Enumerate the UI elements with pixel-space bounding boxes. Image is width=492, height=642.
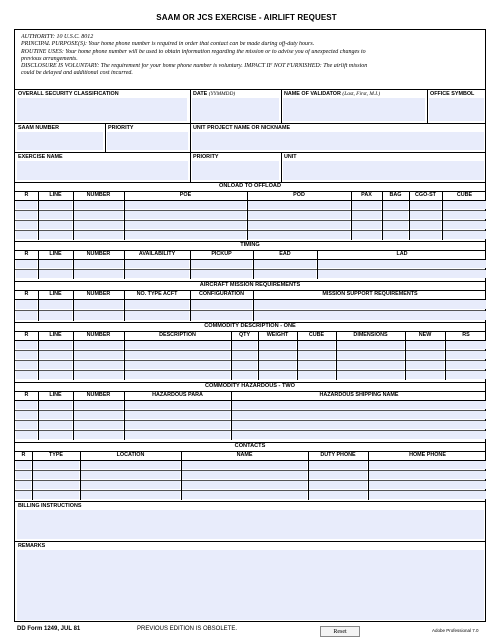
column-divider: [351, 191, 352, 240]
aircraft-col-header: NUMBER: [86, 291, 111, 297]
contacts-cell-input[interactable]: [309, 461, 367, 469]
security-classification-field[interactable]: [17, 98, 187, 121]
commodity1-cell-input[interactable]: [125, 341, 230, 349]
contacts-col-header: HOME PHONE: [409, 452, 446, 458]
row-divider: [15, 470, 485, 471]
contacts-cell-input[interactable]: [81, 461, 180, 469]
onload-col-header: BAG: [389, 192, 402, 198]
row-divider: [15, 430, 485, 431]
onload-cell-input[interactable]: [410, 201, 441, 209]
contacts-cell-input[interactable]: [16, 461, 31, 469]
commodity2-cell-input[interactable]: [16, 421, 37, 429]
commodity2-col-header: NUMBER: [86, 392, 111, 398]
row-divider: [15, 350, 485, 351]
onload-cell-input[interactable]: [443, 231, 486, 239]
timing-col-header: NUMBER: [86, 251, 111, 257]
contacts-cell-input[interactable]: [33, 461, 79, 469]
contacts-col-header: LOCATION: [116, 452, 145, 458]
commodity1-cell-input[interactable]: [125, 361, 230, 369]
column-divider: [73, 191, 74, 240]
column-divider: [73, 391, 74, 440]
form-number: DD Form 1249, JUL 81: [17, 626, 81, 632]
timing-section-title: TIMING: [240, 242, 260, 248]
timing-cell-input[interactable]: [16, 260, 37, 268]
commodity1-cell-input[interactable]: [259, 341, 296, 349]
onload-cell-input[interactable]: [383, 211, 408, 219]
commodity1-cell-input[interactable]: [232, 351, 257, 359]
validator-field[interactable]: [283, 98, 425, 121]
timing-cell-input[interactable]: [318, 270, 486, 278]
column-divider: [231, 331, 232, 380]
commodity1-cell-input[interactable]: [446, 361, 486, 369]
column-divider: [38, 250, 39, 279]
column-divider: [253, 250, 254, 279]
onload-cell-input[interactable]: [74, 231, 123, 239]
commodity1-cell-input[interactable]: [406, 341, 444, 349]
divider: [15, 541, 485, 542]
commodity1-cell-input[interactable]: [406, 361, 444, 369]
billing-instructions-field[interactable]: [17, 510, 484, 539]
contacts-cell-input[interactable]: [369, 471, 486, 479]
commodity1-cell-input[interactable]: [337, 371, 404, 379]
airlift-request-form: [14, 29, 486, 622]
divider: [15, 152, 485, 153]
office-symbol-field[interactable]: [429, 98, 484, 121]
remarks-label: REMARKS: [18, 543, 46, 549]
divider: [281, 89, 282, 123]
commodity1-cell-input[interactable]: [446, 371, 486, 379]
onload-cell-input[interactable]: [352, 201, 381, 209]
commodity2-cell-input[interactable]: [16, 431, 37, 439]
contacts-cell-input[interactable]: [33, 491, 79, 499]
commodity2-cell-input[interactable]: [16, 401, 37, 409]
column-divider: [38, 331, 39, 380]
column-divider: [336, 331, 337, 380]
timing-col-header: R: [24, 251, 29, 257]
aircraft-section-title: AIRCRAFT MISSION REQUIREMENTS: [199, 282, 301, 288]
contacts-cell-input[interactable]: [81, 491, 180, 499]
commodity2-cell-input[interactable]: [232, 411, 486, 419]
timing-cell-input[interactable]: [191, 260, 252, 268]
onload-col-header: POE: [179, 192, 192, 198]
column-divider: [38, 290, 39, 321]
divider: [15, 123, 485, 124]
column-divider: [445, 331, 446, 380]
contacts-cell-input[interactable]: [16, 471, 31, 479]
commodity1-cell-input[interactable]: [298, 371, 335, 379]
timing-cell-input[interactable]: [39, 260, 72, 268]
aircraft-col-header: MISSION SUPPORT REQUIREMENTS: [322, 291, 418, 297]
row-divider: [15, 210, 485, 211]
reset-button[interactable]: Reset: [320, 626, 360, 637]
commodity1-cell-input[interactable]: [232, 371, 257, 379]
privacy-line: could be delayed and additional cost incurred.: [21, 70, 133, 77]
commodity1-col-header: LINE: [49, 332, 62, 338]
timing-cell-input[interactable]: [318, 260, 486, 268]
commodity1-cell-input[interactable]: [337, 351, 404, 359]
commodity1-cell-input[interactable]: [337, 361, 404, 369]
aircraft-col-header: R: [24, 291, 29, 297]
timing-cell-input[interactable]: [74, 260, 123, 268]
column-divider: [181, 451, 182, 500]
contacts-col-header: DUTY PHONE: [320, 452, 356, 458]
commodity1-cell-input[interactable]: [259, 361, 296, 369]
commodity1-col-header: DIMENSIONS: [353, 332, 388, 338]
validator-label: [284, 91, 380, 97]
commodity1-cell-input[interactable]: [74, 341, 123, 349]
timing-cell-input[interactable]: [39, 270, 72, 278]
column-divider: [32, 451, 33, 500]
commodity1-cell-input[interactable]: [406, 371, 444, 379]
column-divider: [317, 250, 318, 279]
column-divider: [73, 290, 74, 321]
exercise-name-field[interactable]: [17, 161, 188, 180]
timing-cell-input[interactable]: [16, 270, 37, 278]
aircraft-cell-input[interactable]: [191, 300, 252, 309]
commodity1-cell-input[interactable]: [125, 351, 230, 359]
row-divider: [15, 230, 485, 231]
onload-cell-input[interactable]: [16, 231, 37, 239]
column-divider: [73, 331, 74, 380]
saam-number-field[interactable]: [17, 132, 103, 150]
commodity1-cell-input[interactable]: [232, 341, 257, 349]
commodity2-cell-input[interactable]: [74, 421, 123, 429]
onload-cell-input[interactable]: [410, 231, 441, 239]
divider: [427, 89, 428, 123]
column-divider: [442, 191, 443, 240]
saam-number-label: SAAM NUMBER: [18, 125, 60, 131]
aircraft-cell-input[interactable]: [254, 311, 486, 320]
commodity1-cell-input[interactable]: [39, 341, 72, 349]
column-divider: [124, 391, 125, 440]
contacts-cell-input[interactable]: [182, 461, 307, 469]
column-divider: [38, 191, 39, 240]
commodity1-col-header: CUBE: [308, 332, 325, 338]
onload-cell-input[interactable]: [74, 201, 123, 209]
security-classification-label: OVERALL SECURITY CLASSIFICATION: [18, 91, 119, 97]
column-divider: [297, 331, 298, 380]
commodity2-cell-input[interactable]: [125, 421, 230, 429]
contacts-cell-input[interactable]: [182, 481, 307, 489]
commodity1-cell-input[interactable]: [39, 361, 72, 369]
divider: [105, 123, 106, 152]
row-divider: [15, 269, 485, 270]
commodity2-cell-input[interactable]: [16, 411, 37, 419]
form-title: SAAM OR JCS EXERCISE - AIRLIFT REQUEST: [156, 13, 337, 22]
contacts-cell-input[interactable]: [309, 481, 367, 489]
date-hint: (YYMMDD): [208, 91, 236, 97]
commodity1-cell-input[interactable]: [16, 351, 37, 359]
column-divider: [73, 250, 74, 279]
row-divider: [15, 490, 485, 491]
row-divider: [15, 410, 485, 411]
divider: [15, 501, 485, 502]
column-divider: [190, 250, 191, 279]
commodity2-col-header: HAZARDOUS PARA: [152, 392, 203, 398]
onload-col-header: CGO-ST: [415, 192, 436, 198]
onload-cell-input[interactable]: [248, 201, 350, 209]
commodity1-cell-input[interactable]: [39, 351, 72, 359]
contacts-cell-input[interactable]: [33, 471, 79, 479]
commodity2-cell-input[interactable]: [74, 431, 123, 439]
onload-cell-input[interactable]: [16, 201, 37, 209]
commodity1-col-header: DESCRIPTION: [159, 332, 196, 338]
commodity1-cell-input[interactable]: [337, 341, 404, 349]
onload-cell-input[interactable]: [125, 201, 246, 209]
aircraft-cell-input[interactable]: [74, 300, 123, 309]
onload-col-header: POD: [293, 192, 305, 198]
privacy-line: previous arrangements.: [21, 55, 78, 62]
commodity1-col-header: WEIGHT: [266, 332, 289, 338]
contacts-cell-input[interactable]: [81, 481, 180, 489]
onload-col-header: PAX: [361, 192, 372, 198]
commodity2-cell-input[interactable]: [125, 411, 230, 419]
onload-cell-input[interactable]: [125, 231, 246, 239]
commodity2-cell-input[interactable]: [74, 411, 123, 419]
onload-cell-input[interactable]: [383, 231, 408, 239]
onload-cell-input[interactable]: [410, 211, 441, 219]
commodity1-cell-input[interactable]: [298, 351, 335, 359]
onload-cell-input[interactable]: [383, 201, 408, 209]
onload-cell-input[interactable]: [39, 231, 72, 239]
column-divider: [190, 290, 191, 321]
contacts-cell-input[interactable]: [33, 481, 79, 489]
divider: [190, 89, 191, 123]
onload-cell-input[interactable]: [74, 221, 123, 229]
commodity2-col-header: R: [24, 392, 29, 398]
contacts-cell-input[interactable]: [369, 461, 486, 469]
contacts-col-header: TYPE: [48, 452, 64, 458]
onload-section-title: ONLOAD TO OFFLOAD: [218, 183, 282, 189]
unit-field[interactable]: [283, 161, 484, 180]
date-label: [193, 91, 235, 97]
contacts-col-header: R: [21, 452, 26, 458]
aircraft-cell-input[interactable]: [191, 311, 252, 320]
contacts-cell-input[interactable]: [16, 491, 31, 499]
commodity2-cell-input[interactable]: [39, 411, 72, 419]
onload-cell-input[interactable]: [16, 221, 37, 229]
commodity-one-section-title: COMMODITY DESCRIPTION - ONE: [204, 323, 296, 329]
column-divider: [382, 191, 383, 240]
exercise-name-label: EXERCISE NAME: [18, 154, 63, 160]
contacts-col-header: NAME: [236, 452, 253, 458]
onload-cell-input[interactable]: [39, 221, 72, 229]
project-name-field[interactable]: [192, 132, 484, 150]
timing-cell-input[interactable]: [254, 260, 316, 268]
onload-cell-input[interactable]: [74, 211, 123, 219]
contacts-cell-input[interactable]: [182, 491, 307, 499]
onload-col-header: NUMBER: [86, 192, 111, 198]
commodity1-cell-input[interactable]: [74, 351, 123, 359]
commodity2-cell-input[interactable]: [74, 401, 123, 409]
aircraft-col-header: LINE: [49, 291, 62, 297]
office-symbol-label: OFFICE SYMBOL: [430, 91, 475, 97]
commodity2-cell-input[interactable]: [39, 431, 72, 439]
timing-col-header: AVAILABILITY: [138, 251, 176, 257]
column-divider: [231, 391, 232, 440]
software-version: Adobe Professional 7.0: [432, 628, 479, 633]
onload-cell-input[interactable]: [443, 201, 486, 209]
timing-cell-input[interactable]: [74, 270, 123, 278]
priority-2-label: PRIORITY: [193, 154, 219, 160]
commodity1-cell-input[interactable]: [74, 371, 123, 379]
onload-cell-input[interactable]: [410, 221, 441, 229]
onload-cell-input[interactable]: [352, 211, 381, 219]
row-divider: [15, 480, 485, 481]
contacts-cell-input[interactable]: [16, 481, 31, 489]
onload-cell-input[interactable]: [39, 211, 72, 219]
onload-cell-input[interactable]: [352, 221, 381, 229]
row-divider: [15, 310, 485, 311]
commodity1-cell-input[interactable]: [39, 371, 72, 379]
aircraft-cell-input[interactable]: [16, 311, 37, 320]
priority-2-field[interactable]: [192, 161, 279, 180]
row-divider: [15, 360, 485, 361]
commodity1-cell-input[interactable]: [16, 371, 37, 379]
commodity1-cell-input[interactable]: [406, 351, 444, 359]
project-name-label: UNIT PROJECT NAME OR NICKNAME: [193, 125, 291, 131]
onload-cell-input[interactable]: [443, 211, 486, 219]
commodity1-cell-input[interactable]: [298, 361, 335, 369]
billing-instructions-label: BILLING INSTRUCTIONS: [18, 503, 82, 509]
commodity2-cell-input[interactable]: [232, 401, 486, 409]
onload-col-header: CUBE: [456, 192, 473, 198]
onload-cell-input[interactable]: [443, 221, 486, 229]
column-divider: [124, 290, 125, 321]
contacts-cell-input[interactable]: [309, 471, 367, 479]
timing-col-header: LINE: [49, 251, 62, 257]
privacy-line: AUTHORITY: 10 U.S.C. 8012: [21, 34, 94, 40]
column-divider: [80, 451, 81, 500]
privacy-line: ROUTINE USES: Your home phone number will be used to obtain information regarding the mission or to advise you of unexpected changes to: [21, 48, 366, 55]
commodity1-cell-input[interactable]: [74, 361, 123, 369]
onload-cell-input[interactable]: [125, 221, 246, 229]
onload-cell-input[interactable]: [248, 211, 350, 219]
commodity-two-section-title: COMMODITY HAZARDOUS - TWO: [204, 383, 295, 389]
column-divider: [308, 451, 309, 500]
column-divider: [409, 191, 410, 240]
privacy-line: DISCLOSURE IS VOLUNTARY: The requirement for your home phone number is voluntary. IMPACT IF NOT FURNISHED: The airlift mission: [21, 63, 368, 70]
commodity1-cell-input[interactable]: [298, 341, 335, 349]
timing-cell-input[interactable]: [125, 270, 189, 278]
commodity2-cell-input[interactable]: [232, 421, 486, 429]
row-divider: [15, 220, 485, 221]
column-divider: [247, 191, 248, 240]
timing-cell-input[interactable]: [125, 260, 189, 268]
column-divider: [38, 391, 39, 440]
aircraft-cell-input[interactable]: [39, 300, 72, 309]
column-divider: [405, 331, 406, 380]
contacts-cell-input[interactable]: [309, 491, 367, 499]
onload-cell-input[interactable]: [248, 231, 350, 239]
commodity1-col-header: QTY: [238, 332, 251, 338]
aircraft-cell-input[interactable]: [74, 311, 123, 320]
onload-cell-input[interactable]: [39, 201, 72, 209]
onload-cell-input[interactable]: [125, 211, 246, 219]
onload-cell-input[interactable]: [352, 231, 381, 239]
onload-cell-input[interactable]: [248, 221, 350, 229]
aircraft-col-header: CONFIGURATION: [198, 291, 245, 297]
privacy-line: PRINCIPAL PURPOSE(S): Your home phone number is required in order that contact can be made during off-duty hours.: [21, 41, 315, 48]
priority-field[interactable]: [107, 132, 188, 150]
aircraft-cell-input[interactable]: [16, 300, 37, 309]
column-divider: [124, 191, 125, 240]
aircraft-cell-input[interactable]: [125, 300, 189, 309]
priority-label: PRIORITY: [108, 125, 134, 131]
commodity2-cell-input[interactable]: [39, 401, 72, 409]
contacts-cell-input[interactable]: [182, 471, 307, 479]
aircraft-cell-input[interactable]: [39, 311, 72, 320]
commodity1-cell-input[interactable]: [232, 361, 257, 369]
commodity2-cell-input[interactable]: [39, 421, 72, 429]
contacts-cell-input[interactable]: [81, 471, 180, 479]
validator-hint: (Last, First, M.I.): [342, 91, 381, 97]
row-divider: [15, 420, 485, 421]
commodity2-cell-input[interactable]: [232, 431, 486, 439]
commodity1-col-header: R: [24, 332, 29, 338]
contacts-cell-input[interactable]: [369, 491, 486, 499]
timing-col-header: LAD: [396, 251, 408, 257]
date-label-text: DATE: [193, 91, 208, 97]
remarks-field[interactable]: [17, 550, 484, 620]
timing-cell-input[interactable]: [191, 270, 252, 278]
obsolete-notice: PREVIOUS EDITION IS OBSOLETE.: [137, 626, 238, 632]
commodity2-cell-input[interactable]: [125, 431, 230, 439]
onload-col-header: R: [24, 192, 29, 198]
aircraft-col-header: NO. TYPE ACFT: [136, 291, 178, 297]
validator-label-text: NAME OF VALIDATOR: [284, 91, 341, 97]
commodity1-cell-input[interactable]: [446, 351, 486, 359]
commodity1-col-header: RS: [462, 332, 470, 338]
commodity1-cell-input[interactable]: [259, 351, 296, 359]
contacts-section-title: CONTACTS: [234, 443, 266, 449]
contacts-cell-input[interactable]: [369, 481, 486, 489]
commodity2-cell-input[interactable]: [125, 401, 230, 409]
column-divider: [253, 290, 254, 321]
aircraft-cell-input[interactable]: [125, 311, 189, 320]
column-divider: [368, 451, 369, 500]
commodity1-cell-input[interactable]: [259, 371, 296, 379]
commodity2-col-header: LINE: [49, 392, 62, 398]
commodity1-cell-input[interactable]: [16, 341, 37, 349]
row-divider: [15, 370, 485, 371]
onload-cell-input[interactable]: [16, 211, 37, 219]
column-divider: [124, 331, 125, 380]
date-field[interactable]: [192, 98, 279, 121]
commodity1-col-header: NEW: [418, 332, 432, 338]
divider: [281, 152, 282, 182]
unit-label: UNIT: [284, 154, 297, 160]
column-divider: [258, 331, 259, 380]
timing-cell-input[interactable]: [254, 270, 316, 278]
aircraft-cell-input[interactable]: [254, 300, 486, 309]
commodity1-cell-input[interactable]: [16, 361, 37, 369]
timing-col-header: PICKUP: [211, 251, 232, 257]
divider: [15, 89, 485, 90]
onload-col-header: LINE: [49, 192, 62, 198]
column-divider: [124, 250, 125, 279]
onload-cell-input[interactable]: [383, 221, 408, 229]
commodity1-cell-input[interactable]: [125, 371, 230, 379]
commodity1-col-header: NUMBER: [86, 332, 111, 338]
commodity2-col-header: HAZARDOUS SHIPPING NAME: [319, 392, 399, 398]
privacy-statement: [21, 34, 481, 78]
timing-col-header: EAD: [279, 251, 291, 257]
commodity1-cell-input[interactable]: [446, 341, 486, 349]
